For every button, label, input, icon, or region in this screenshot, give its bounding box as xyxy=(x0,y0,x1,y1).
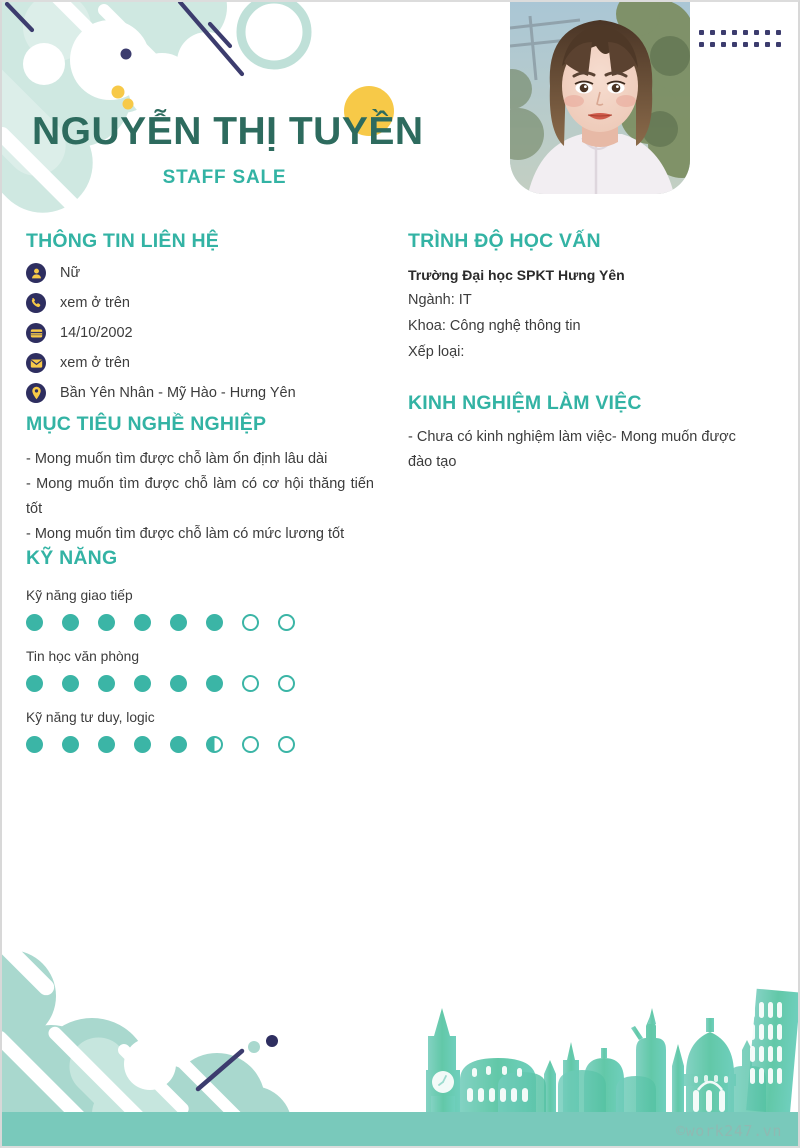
experience-heading: KINH NGHIỆM LÀM VIỆC xyxy=(408,391,642,414)
contact-value: Bần Yên Nhân - Mỹ Hào - Hưng Yên xyxy=(60,384,296,401)
skill-dot xyxy=(206,675,223,692)
skill-dot xyxy=(278,614,295,631)
envelope-icon xyxy=(26,353,46,373)
skill-rating xyxy=(26,675,374,692)
skill-dot xyxy=(98,614,115,631)
experience-text: - Chưa có kinh nghiệm làm việc- Mong muốn được đào tạo xyxy=(408,429,736,471)
left-column xyxy=(26,230,374,753)
skill-rating xyxy=(26,614,374,631)
person-icon xyxy=(26,263,46,283)
education-heading: TRÌNH ĐỘ HỌC VẤN xyxy=(408,230,601,252)
contact-item-birthday xyxy=(26,323,374,343)
contact-value: Nữ xyxy=(60,264,81,281)
avatar xyxy=(510,0,690,194)
skill-label: Kỹ năng giao tiếp xyxy=(26,587,133,603)
contact-heading: THÔNG TIN LIÊN HỆ xyxy=(26,230,219,252)
watermark: ©work247.vn xyxy=(676,1122,782,1140)
objective-line: - Mong muốn tìm được chỗ làm ổn định lâu dài xyxy=(26,450,328,467)
education-grade: Xếp loại: xyxy=(408,343,465,360)
contact-value: 14/10/2002 xyxy=(60,324,133,341)
calendar-icon xyxy=(26,323,46,343)
skill-dot xyxy=(278,675,295,692)
education-school: Trường Đại học SPKT Hưng Yên xyxy=(408,267,625,284)
skill-row xyxy=(26,588,374,631)
location-pin-icon xyxy=(26,383,46,403)
skill-dot xyxy=(62,736,79,753)
skill-dot xyxy=(98,736,115,753)
skill-dot xyxy=(26,675,43,692)
education-faculty: Khoa: Công nghệ thông tin xyxy=(408,318,581,335)
objective-text xyxy=(26,447,374,547)
phone-icon xyxy=(26,293,46,313)
right-column xyxy=(408,230,760,475)
skill-dot xyxy=(98,675,115,692)
skill-dot xyxy=(62,675,79,692)
skill-dot xyxy=(134,675,151,692)
skill-label: Kỹ năng tư duy, logic xyxy=(26,709,155,725)
objective-line: - Mong muốn tìm được chỗ làm có cơ hội thăng tiến tốt xyxy=(26,475,374,517)
education-major: Ngành: IT xyxy=(408,292,472,309)
skill-dot xyxy=(242,736,259,753)
skill-rating xyxy=(26,736,374,753)
skill-dot xyxy=(170,614,187,631)
contact-item-phone xyxy=(26,293,374,313)
skill-dot xyxy=(26,736,43,753)
skill-dot xyxy=(206,614,223,631)
skill-dot xyxy=(170,675,187,692)
contact-item-gender xyxy=(26,263,374,283)
job-title: STAFF SALE xyxy=(162,167,287,188)
skill-dot xyxy=(206,736,223,753)
skill-dot xyxy=(242,614,259,631)
skill-row xyxy=(26,710,374,753)
skill-row xyxy=(26,649,374,692)
contact-list xyxy=(26,263,374,403)
contact-value: xem ở trên xyxy=(60,354,130,371)
dot-grid-decoration xyxy=(699,30,787,54)
skills-heading: KỸ NĂNG xyxy=(26,546,118,569)
portrait-photo xyxy=(510,0,690,194)
skill-dot xyxy=(62,614,79,631)
skill-dot xyxy=(134,736,151,753)
objective-line: - Mong muốn tìm được chỗ làm có mức lương tốt xyxy=(26,525,345,542)
skill-dot xyxy=(170,736,187,753)
skill-dot xyxy=(26,614,43,631)
skill-dot xyxy=(278,736,295,753)
page-title: NGUYỄN THỊ TUYỀN xyxy=(32,110,424,153)
contact-item-address xyxy=(26,383,374,403)
contact-item-email xyxy=(26,353,374,373)
city-skyline-decoration xyxy=(398,962,798,1112)
skill-dot xyxy=(242,675,259,692)
skill-dot xyxy=(134,614,151,631)
objective-heading: MỤC TIÊU NGHỀ NGHIỆP xyxy=(26,413,267,436)
contact-value: xem ở trên xyxy=(60,294,130,311)
skill-label: Tin học văn phòng xyxy=(26,648,140,664)
